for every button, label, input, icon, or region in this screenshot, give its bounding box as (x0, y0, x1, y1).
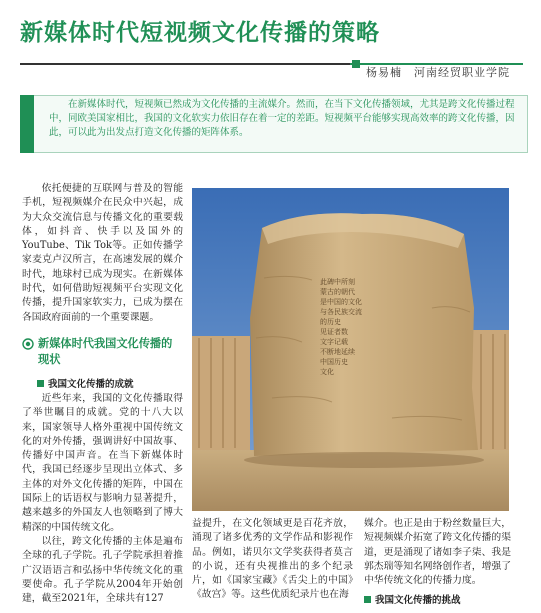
body-column-2 (192, 517, 353, 603)
author-line: 杨易楠 河南经贸职业学院 (366, 66, 510, 79)
abstract-box (20, 95, 528, 153)
subsection-heading (37, 376, 134, 390)
inscription-line: 蒙古的朝代 (320, 288, 355, 296)
abstract-bar (20, 95, 34, 153)
subsection-heading-text: 我国文化传播的成就 (48, 379, 134, 390)
body-paragraph-4: 媒介。也正是由于粉丝数量巨大，短视频媒介拓宽了跨文化传播的渠道，更是涌现了诸如李子柒、我是郭杰瑞等知名网络创作者，增强了中华传统文化的传播力度。 (364, 518, 511, 587)
body-paragraph-1: 近些年来，我国的文化传播取得了举世瞩目的成就。党的十八大以来，国家领导人格外重视中国传统文化的对外传播，强调讲好中国故事、传播好中国声音。在当下新媒体时代，我国已经逐步呈现出立体式、多主体的对外文化传播的矩阵，中国在国际上的话语权与影响力显著提升，越来越多的外国友人也领略到了博大精深的中国传统文化。 (22, 393, 183, 533)
inscription-line: 文字记载 (320, 338, 348, 346)
section-heading-text: 新媒体时代我国文化传播的现状 (38, 337, 173, 366)
article-title: 新媒体时代短视频文化传播的策略 (20, 20, 380, 46)
inscription-line: 见证者数 (320, 328, 348, 336)
stele-photo-svg (192, 188, 509, 511)
inscription-line: 不断地延续 (320, 348, 355, 356)
inscription-line: 是中国的文化 (320, 298, 362, 306)
subsection-heading-2 (364, 592, 461, 606)
inscription-line: 与各民族交流 (320, 308, 362, 316)
intro-paragraph: 依托便捷的互联网与普及的智能手机，短视频媒介在民众中兴起，成为大众交流信息与传播文化的重要载体，如抖音、快手以及国外的YouTube、Tik Tok等。正如传播学家麦克卢汉所言，在高速发展的媒介时代，地球村已成为现实。在新媒体时代，如何借助短视频平台实现文化传播，提升国家软实力，已成为摆在各国政府面前的一个重要课题。 (22, 183, 183, 323)
rule-marker (352, 60, 360, 68)
section-bullet-icon (22, 338, 34, 350)
inscription-line: 此碑中所刻 (320, 278, 355, 286)
intro-column (22, 182, 183, 325)
body-column-3 (364, 517, 511, 588)
inscription-line: 中国历史 (320, 358, 348, 366)
body-column-1 (22, 392, 183, 606)
inscription-line: 的历史 (320, 318, 341, 326)
abstract-text: 在新媒体时代，短视频已然成为文化传播的主流媒介。然而，在当下文化传播领域，尤其是跨文化传播过程中，同欧美国家相比，我国的文化软实力依旧存在着一定的差距。短视频平台能够实现高效率的跨文化传播，因此，可以此为出发点打造文化传播的矩阵体系。 (49, 99, 515, 138)
body-paragraph-3: 益提升，在文化领域更是百花齐放，涌现了诸多优秀的文学作品和影视作品。例如，诺贝尔文学奖获得者莫言的小说，还有央视推出的多个纪录片，如《国家宝藏》《舌尖上的中国》《故宫》等。这些优质纪录片也在海 (192, 518, 353, 601)
square-bullet-icon (364, 596, 371, 603)
subsection-heading-2-text: 我国文化传播的挑战 (375, 595, 461, 606)
body-paragraph-2: 以往，跨文化传播的主体是遍布全球的孔子学院。孔子学院承担着推广汉语语言和弘扬中华传统文化的重要使命。孔子学院从2004年开始创建，截至2021年，全球共有127 (22, 535, 183, 605)
inscription-line: 文化 (320, 368, 334, 376)
stele-photo (192, 188, 509, 511)
square-bullet-icon (37, 380, 44, 387)
